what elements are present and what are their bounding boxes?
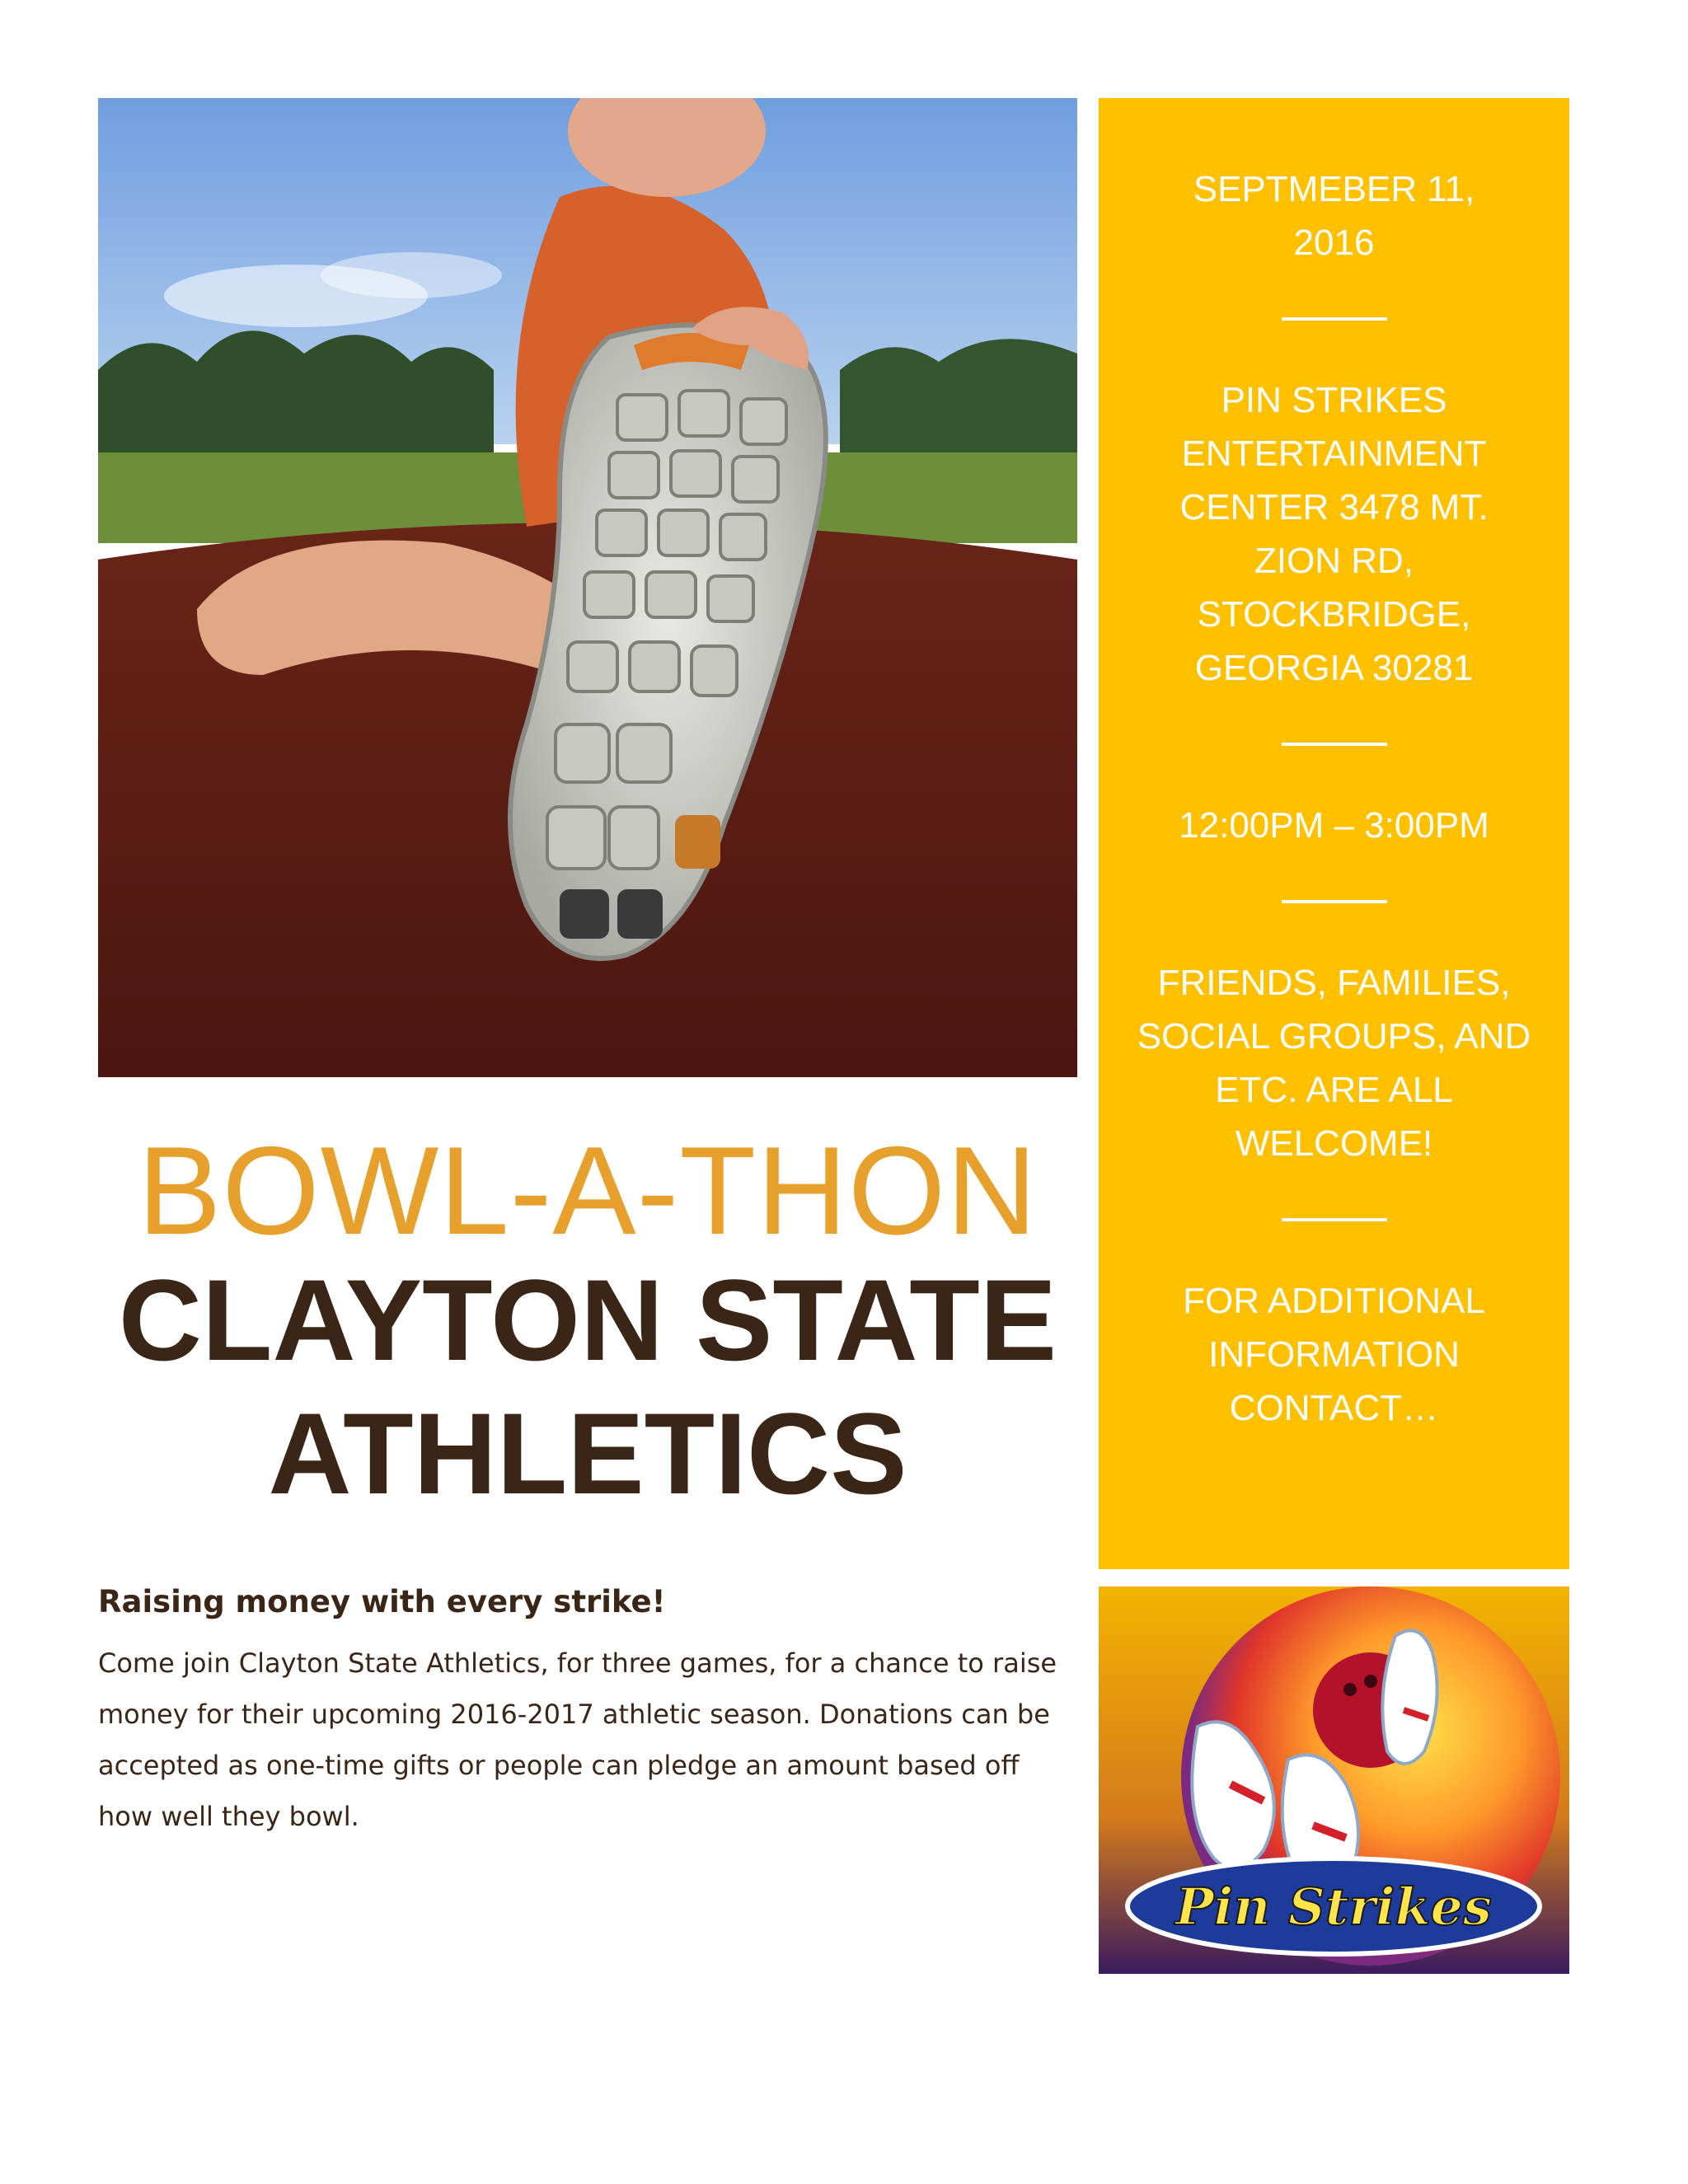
organization-title-line1: CLAYTON STATE [118,1255,1057,1385]
description-heading: Raising money with every strike! [98,1584,666,1619]
description-text: Come join Clayton State Athletics, for three games, for a chance to raise money for their upcoming 2016-2017 athletic season. Donations can be accepted as one-time gifts or people can pledge an amount based off how well they bowl. [98,1647,1057,1832]
event-title: BOWL-A-THON [138,1121,1038,1261]
event-date: SEPTMEBER 11, 2016 [1193,169,1475,263]
title-block [98,1121,1077,1520]
organization-title-line2: ATHLETICS [268,1389,907,1518]
event-details-sidebar [1099,98,1569,1569]
bowling-pins-logo-graphic [1099,1586,1569,1974]
event-audience: FRIENDS, FAMILIES, SOCIAL GROUPS, AND ETC. ARE ALL WELCOME! [1137,963,1531,1164]
logo-text: Pin Strikes [1175,1877,1492,1937]
hero-photo [98,98,1077,1077]
event-time: 12:00PM – 3:00PM [1179,805,1489,846]
pin-strikes-logo [1099,1586,1569,1974]
sidebar-divider [1282,317,1387,321]
running-shoe-photo [98,98,1077,1077]
event-location: PIN STRIKES ENTERTAINMENT CENTER 3478 MT. ZION RD, STOCKBRIDGE, GEORGIA 30281 [1179,380,1489,688]
sidebar-divider [1282,743,1387,746]
sidebar-divider [1282,900,1387,903]
event-contact: FOR ADDITIONAL INFORMATION CONTACT… [1183,1281,1485,1428]
description-block [98,1584,1079,1842]
sidebar-divider [1282,1218,1387,1221]
